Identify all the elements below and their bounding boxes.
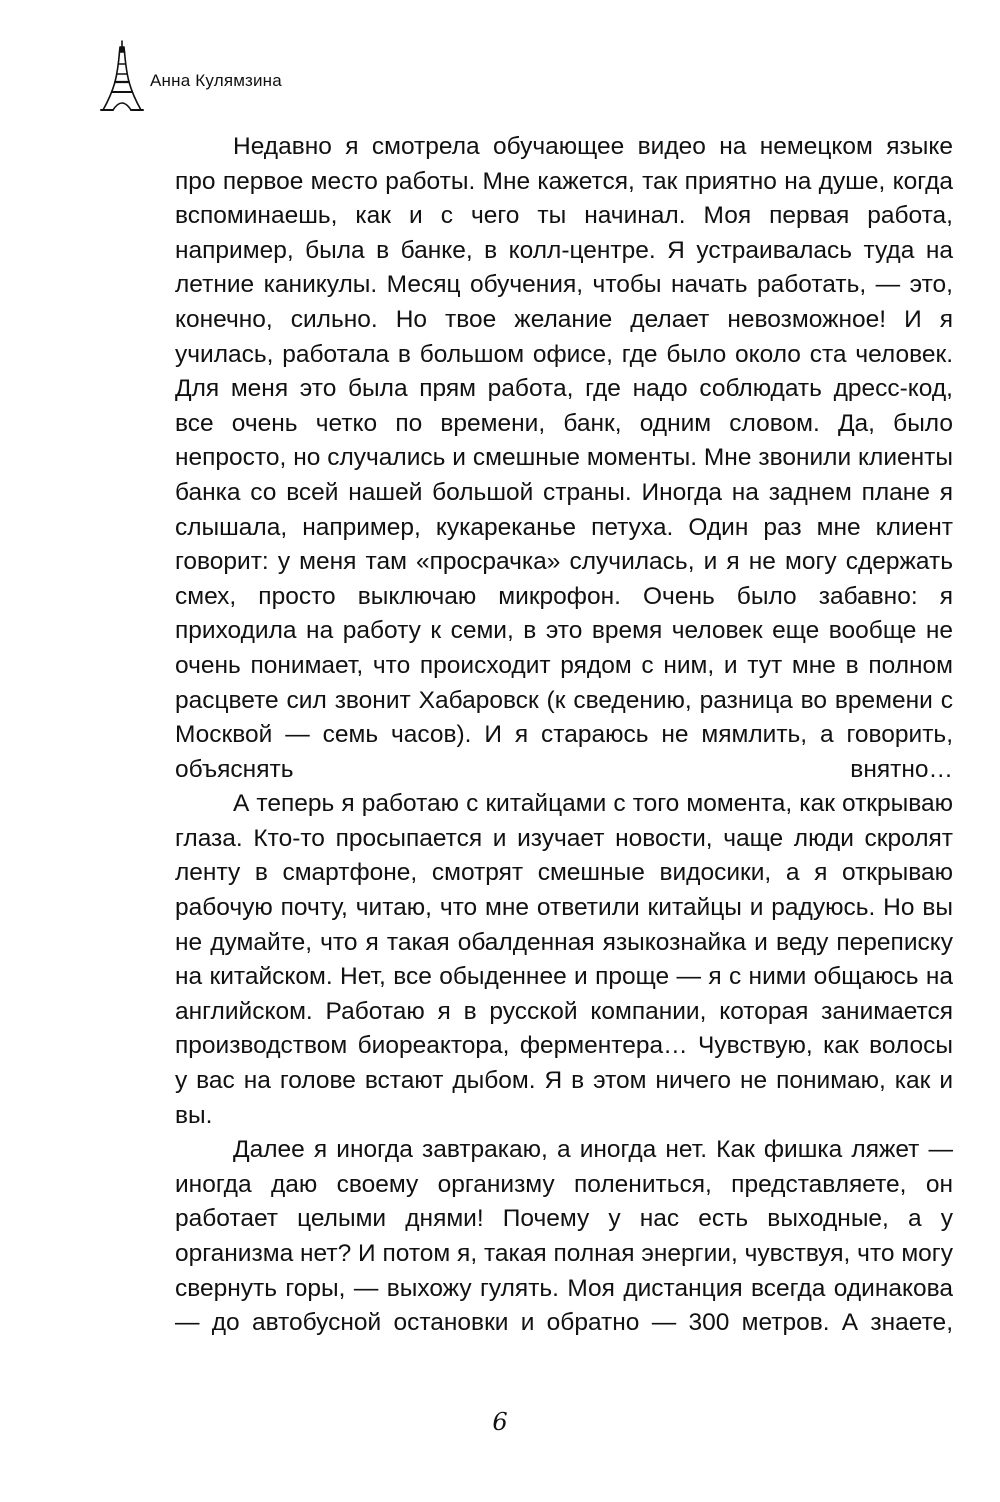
paragraph-3: Далее я иногда завтракаю, а иногда нет. Как фишка ляжет — иногда даю своему организму полениться, представляете, он работает целыми днями! Почему у нас есть выходные, а у организма нет? И потом я, такая полная энергии, чувствуя, что могу свернуть горы, — выхожу гулять. Моя дистанция всегда одинакова — до автобусной остановки и обратно — 300 метров. А знаете, <box>175 1136 953 1337</box>
eiffel-tower-icon <box>100 40 144 112</box>
page-number: 6 <box>492 1408 508 1436</box>
author-name: Анна Кулямзина <box>150 71 282 90</box>
body-text <box>175 130 953 1341</box>
paragraph-1: Недавно я смотрела обучающее видео на немецком языке про первое место работы. Мне кажется, так приятно на душе, когда вспоминаешь, как и с чего ты начинал. Моя первая работа, например, была в банке, в колл-центре. Я устраивалась туда на летние каникулы. Месяц обучения, чтобы начать работать, — это, конечно, сильно. Но твое желание делает невозможное! И я училась, работала в большом офисе, где было около ста человек. Для меня это была прям работа, где надо соблюдать дресс-код, все очень четко по времени, банк, одним словом. Да, было непросто, но случались и смешные моменты. Мне звонили клиенты банка со всей нашей большой страны. Иногда на заднем плане я слышала, например, кукареканье петуха. Один раз мне клиент говорит: у меня там «просрачка» случилась, и я не могу сдержать смех, просто выключаю микрофон. Очень было забавно: я приходила на работу к семи, в это время человек еще вообще не очень понимает, что происходит рядом с ним, и тут мне в полном расцвете сил звонит Хабаровск (к сведению, разница во времени с Москвой — семь часов). И я стараюсь не мямлить, а говорить, объяснять внятно… <box>175 133 953 783</box>
running-header <box>100 40 500 112</box>
paragraph-2: А теперь я работаю с китайцами с того момента, как открываю глаза. Кто-то просыпается и изучает новости, чаще люди скролят ленту в смартфоне, смотрят смешные видосики, а я открываю рабочую почту, читаю, что мне ответили китайцы и радуюсь. Но вы не думайте, что я такая обалденная языкознайка и веду переписку на китайском. Нет, все обыденнее и проще — я с ними общаюсь на английском. Работаю я в русской компании, которая занимается производством биореактора, ферментера… Чувствую, как волосы у вас на голове встают дыбом. Я в этом ничего не понимаю, как и вы. <box>175 790 953 1129</box>
